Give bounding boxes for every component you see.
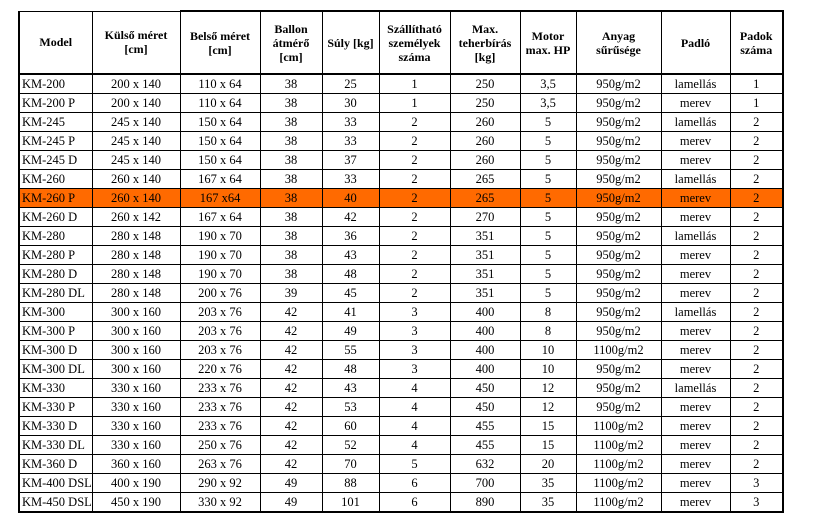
table-cell: 38 (260, 265, 322, 284)
table-cell: 3 (379, 303, 450, 322)
table-row (19, 284, 783, 303)
model-cell: KM-280 DL (19, 284, 92, 303)
table-cell: 330 x 160 (92, 417, 180, 436)
table-cell: 203 x 76 (180, 341, 260, 360)
table-cell: 110 x 64 (180, 94, 260, 113)
table-cell: 455 (450, 417, 520, 436)
table-row (19, 113, 783, 132)
table-cell: 110 x 64 (180, 74, 260, 94)
table-cell: 8 (520, 303, 576, 322)
table-cell: 2 (379, 151, 450, 170)
table-row (19, 436, 783, 455)
table-cell: 260 (450, 132, 520, 151)
table-cell: 233 x 76 (180, 398, 260, 417)
table-cell: 150 x 64 (180, 151, 260, 170)
table-cell: 265 (450, 170, 520, 189)
table-cell: 450 x 190 (92, 493, 180, 513)
table-cell: 190 x 70 (180, 227, 260, 246)
table-row (19, 74, 783, 94)
table-cell: 5 (520, 189, 576, 208)
model-cell: KM-280 P (19, 246, 92, 265)
table-cell: 4 (379, 379, 450, 398)
table-cell: 250 (450, 94, 520, 113)
table-cell: 101 (322, 493, 379, 513)
table-cell: 33 (322, 132, 379, 151)
table-cell: 220 x 76 (180, 360, 260, 379)
table-cell: 4 (379, 436, 450, 455)
table-cell: 52 (322, 436, 379, 455)
table-cell: 55 (322, 341, 379, 360)
table-cell: 30 (322, 94, 379, 113)
table-cell: 280 x 148 (92, 265, 180, 284)
model-cell: KM-200 (19, 74, 92, 94)
table-cell: 40 (322, 189, 379, 208)
table-cell: 42 (260, 379, 322, 398)
table-cell: 2 (379, 284, 450, 303)
table-cell: 5 (520, 132, 576, 151)
table-cell: 2 (730, 379, 783, 398)
table-cell: 260 x 140 (92, 189, 180, 208)
table-row (19, 303, 783, 322)
table-cell: lamellás (661, 379, 730, 398)
table-row (19, 341, 783, 360)
table-cell: 38 (260, 74, 322, 94)
table-cell: 400 (450, 360, 520, 379)
table-cell: 2 (730, 189, 783, 208)
table-cell: 1100g/m2 (576, 493, 661, 513)
table-cell: 950g/m2 (576, 151, 661, 170)
table-cell: 450 (450, 398, 520, 417)
table-cell: lamellás (661, 170, 730, 189)
table-cell: 950g/m2 (576, 398, 661, 417)
column-header: Szállítható személyek száma (379, 11, 450, 74)
table-cell: 2 (379, 246, 450, 265)
table-cell: 3,5 (520, 74, 576, 94)
table-cell: 150 x 64 (180, 113, 260, 132)
table-cell: 3 (379, 341, 450, 360)
table-cell: 260 (450, 151, 520, 170)
table-cell: 950g/m2 (576, 170, 661, 189)
table-cell: merev (661, 284, 730, 303)
table-cell: 12 (520, 379, 576, 398)
table-cell: 2 (379, 208, 450, 227)
table-cell: 167 x 64 (180, 170, 260, 189)
table-cell: 2 (730, 170, 783, 189)
model-cell: KM-300 P (19, 322, 92, 341)
table-cell: 351 (450, 284, 520, 303)
table-cell: 38 (260, 113, 322, 132)
table-cell: 3,5 (520, 94, 576, 113)
table-cell: 2 (379, 189, 450, 208)
table-cell: 950g/m2 (576, 246, 661, 265)
table-cell: 2 (730, 113, 783, 132)
table-cell: 45 (322, 284, 379, 303)
table-cell: 6 (379, 493, 450, 513)
table-cell: 950g/m2 (576, 208, 661, 227)
model-cell: KM-400 DSL (19, 474, 92, 493)
column-header: Külső méret [cm] (92, 11, 180, 74)
table-cell: 48 (322, 265, 379, 284)
model-cell: KM-360 D (19, 455, 92, 474)
table-cell: 330 x 160 (92, 398, 180, 417)
table-cell: 300 x 160 (92, 322, 180, 341)
table-cell: 1 (730, 94, 783, 113)
table-cell: merev (661, 151, 730, 170)
table-cell: 15 (520, 436, 576, 455)
table-cell: 5 (379, 455, 450, 474)
model-cell: KM-300 D (19, 341, 92, 360)
table-row (19, 132, 783, 151)
table-cell: 42 (260, 455, 322, 474)
table-cell: merev (661, 398, 730, 417)
model-cell: KM-330 P (19, 398, 92, 417)
table-cell: merev (661, 189, 730, 208)
table-cell: 950g/m2 (576, 265, 661, 284)
table-row (19, 360, 783, 379)
table-cell: 38 (260, 94, 322, 113)
table-cell: 3 (730, 474, 783, 493)
table-cell: 950g/m2 (576, 322, 661, 341)
spec-table-container (18, 10, 782, 513)
table-cell: 42 (260, 436, 322, 455)
table-cell: 60 (322, 417, 379, 436)
table-cell: 950g/m2 (576, 379, 661, 398)
model-cell: KM-300 (19, 303, 92, 322)
table-cell: 245 x 140 (92, 132, 180, 151)
table-cell: 2 (730, 322, 783, 341)
table-cell: 2 (730, 227, 783, 246)
table-cell: 33 (322, 113, 379, 132)
table-cell: merev (661, 341, 730, 360)
column-header: Model (19, 11, 92, 74)
table-cell: 49 (260, 474, 322, 493)
table-cell: 2 (379, 265, 450, 284)
table-cell: 1100g/m2 (576, 436, 661, 455)
column-header: Motor max. HP (520, 11, 576, 74)
model-cell: KM-200 P (19, 94, 92, 113)
table-cell: 250 (450, 74, 520, 94)
model-cell: KM-245 D (19, 151, 92, 170)
table-cell: 265 (450, 189, 520, 208)
table-cell: 400 x 190 (92, 474, 180, 493)
table-cell: 42 (260, 360, 322, 379)
table-cell: 88 (322, 474, 379, 493)
table-cell: 950g/m2 (576, 132, 661, 151)
table-cell: 49 (322, 322, 379, 341)
table-row (19, 379, 783, 398)
table-cell: 263 x 76 (180, 455, 260, 474)
table-cell: merev (661, 246, 730, 265)
table-cell: 42 (260, 303, 322, 322)
table-cell: 36 (322, 227, 379, 246)
table-cell: 190 x 70 (180, 265, 260, 284)
table-row (19, 455, 783, 474)
table-cell: 2 (730, 303, 783, 322)
table-cell: 2 (379, 132, 450, 151)
table-cell: merev (661, 265, 730, 284)
table-row (19, 227, 783, 246)
table-cell: 280 x 148 (92, 284, 180, 303)
table-cell: 351 (450, 227, 520, 246)
table-cell: 2 (730, 455, 783, 474)
table-cell: 1100g/m2 (576, 474, 661, 493)
table-cell: 950g/m2 (576, 284, 661, 303)
table-cell: merev (661, 493, 730, 513)
table-cell: merev (661, 208, 730, 227)
table-cell: 280 x 148 (92, 246, 180, 265)
table-cell: 300 x 160 (92, 341, 180, 360)
table-cell: 1100g/m2 (576, 341, 661, 360)
column-header: Belső méret [cm] (180, 11, 260, 74)
table-cell: 8 (520, 322, 576, 341)
table-cell: 1 (730, 74, 783, 94)
table-row-highlighted (19, 189, 783, 208)
table-cell: 42 (260, 398, 322, 417)
table-cell: 351 (450, 265, 520, 284)
table-cell: 38 (260, 227, 322, 246)
table-cell: 360 x 160 (92, 455, 180, 474)
table-cell: 3 (379, 360, 450, 379)
table-cell: 167 x 64 (180, 208, 260, 227)
table-cell: 2 (379, 170, 450, 189)
table-cell: 233 x 76 (180, 417, 260, 436)
table-cell: 42 (260, 341, 322, 360)
model-cell: KM-280 D (19, 265, 92, 284)
table-row (19, 208, 783, 227)
table-cell: merev (661, 436, 730, 455)
table-cell: 250 x 76 (180, 436, 260, 455)
table-cell: 330 x 92 (180, 493, 260, 513)
table-row (19, 151, 783, 170)
table-cell: 400 (450, 341, 520, 360)
table-row (19, 474, 783, 493)
table-cell: 203 x 76 (180, 322, 260, 341)
table-cell: 39 (260, 284, 322, 303)
column-header: Ballon átmérő [cm] (260, 11, 322, 74)
table-cell: 260 x 142 (92, 208, 180, 227)
table-cell: 33 (322, 170, 379, 189)
table-cell: merev (661, 417, 730, 436)
model-cell: KM-280 (19, 227, 92, 246)
table-cell: 260 x 140 (92, 170, 180, 189)
model-cell: KM-245 P (19, 132, 92, 151)
table-cell: 2 (730, 284, 783, 303)
column-header: Súly [kg] (322, 11, 379, 74)
table-cell: merev (661, 474, 730, 493)
table-cell: 25 (322, 74, 379, 94)
model-cell: KM-330 (19, 379, 92, 398)
table-row (19, 417, 783, 436)
column-header: Anyag sűrűsége (576, 11, 661, 74)
model-cell: KM-450 DSL (19, 493, 92, 513)
table-cell: 10 (520, 360, 576, 379)
table-cell: 5 (520, 246, 576, 265)
table-cell: 450 (450, 379, 520, 398)
table-cell: merev (661, 455, 730, 474)
table-cell: 950g/m2 (576, 303, 661, 322)
table-cell: 950g/m2 (576, 94, 661, 113)
table-cell: 300 x 160 (92, 360, 180, 379)
table-cell: 400 (450, 322, 520, 341)
table-cell: merev (661, 94, 730, 113)
table-cell: 150 x 64 (180, 132, 260, 151)
table-cell: 2 (379, 227, 450, 246)
table-cell: lamellás (661, 74, 730, 94)
table-cell: 2 (730, 151, 783, 170)
table-cell: 330 x 160 (92, 379, 180, 398)
table-cell: 5 (520, 151, 576, 170)
table-cell: 6 (379, 474, 450, 493)
table-cell: 37 (322, 151, 379, 170)
table-cell: 10 (520, 341, 576, 360)
table-cell: 5 (520, 227, 576, 246)
table-cell: 53 (322, 398, 379, 417)
table-row (19, 94, 783, 113)
table-cell: 200 x 140 (92, 94, 180, 113)
table-cell: 12 (520, 398, 576, 417)
column-header: Padló (661, 11, 730, 74)
table-cell: 2 (730, 246, 783, 265)
table-cell: 330 x 160 (92, 436, 180, 455)
model-cell: KM-300 DL (19, 360, 92, 379)
table-row (19, 265, 783, 284)
table-cell: 42 (260, 322, 322, 341)
table-cell: 4 (379, 398, 450, 417)
table-cell: 455 (450, 436, 520, 455)
table-cell: 70 (322, 455, 379, 474)
table-row (19, 170, 783, 189)
table-cell: 5 (520, 208, 576, 227)
table-cell: 38 (260, 132, 322, 151)
table-cell: 167 x64 (180, 189, 260, 208)
table-cell: 1100g/m2 (576, 417, 661, 436)
table-cell: 950g/m2 (576, 74, 661, 94)
table-cell: 950g/m2 (576, 113, 661, 132)
table-cell: 2 (730, 417, 783, 436)
table-cell: 48 (322, 360, 379, 379)
table-cell: 2 (730, 436, 783, 455)
table-cell: 700 (450, 474, 520, 493)
table-cell: 5 (520, 113, 576, 132)
table-cell: 260 (450, 113, 520, 132)
table-cell: 35 (520, 493, 576, 513)
table-cell: 4 (379, 417, 450, 436)
table-cell: 200 x 140 (92, 74, 180, 94)
table-cell: 950g/m2 (576, 227, 661, 246)
table-cell: 1 (379, 94, 450, 113)
model-cell: KM-260 D (19, 208, 92, 227)
model-cell: KM-260 (19, 170, 92, 189)
table-cell: 5 (520, 170, 576, 189)
table-cell: 2 (730, 208, 783, 227)
table-cell: 43 (322, 246, 379, 265)
table-cell: 300 x 160 (92, 303, 180, 322)
model-cell: KM-245 (19, 113, 92, 132)
table-cell: 5 (520, 284, 576, 303)
header-row (19, 11, 783, 74)
table-cell: 38 (260, 208, 322, 227)
table-cell: 3 (379, 322, 450, 341)
table-cell: 42 (260, 417, 322, 436)
table-cell: 1100g/m2 (576, 455, 661, 474)
table-cell: 41 (322, 303, 379, 322)
model-cell: KM-330 DL (19, 436, 92, 455)
table-cell: 49 (260, 493, 322, 513)
table-cell: 400 (450, 303, 520, 322)
table-cell: 38 (260, 151, 322, 170)
table-cell: 15 (520, 417, 576, 436)
table-cell: 38 (260, 246, 322, 265)
table-cell: lamellás (661, 227, 730, 246)
table-cell: 2 (379, 113, 450, 132)
table-cell: 3 (730, 493, 783, 513)
table-cell: 20 (520, 455, 576, 474)
table-cell: 2 (730, 132, 783, 151)
table-row (19, 493, 783, 513)
table-cell: 270 (450, 208, 520, 227)
table-row (19, 398, 783, 417)
table-cell: 351 (450, 246, 520, 265)
table-cell: 2 (730, 360, 783, 379)
table-cell: 38 (260, 189, 322, 208)
column-header: Padok száma (730, 11, 783, 74)
table-cell: 632 (450, 455, 520, 474)
table-cell: 200 x 76 (180, 284, 260, 303)
table-cell: 203 x 76 (180, 303, 260, 322)
table-cell: 190 x 70 (180, 246, 260, 265)
table-cell: 950g/m2 (576, 189, 661, 208)
table-cell: 245 x 140 (92, 113, 180, 132)
spec-table (18, 10, 784, 513)
table-row (19, 246, 783, 265)
table-cell: merev (661, 132, 730, 151)
table-cell: merev (661, 360, 730, 379)
table-body (19, 74, 783, 512)
table-cell: lamellás (661, 113, 730, 132)
table-cell: 233 x 76 (180, 379, 260, 398)
table-cell: 290 x 92 (180, 474, 260, 493)
table-cell: 5 (520, 265, 576, 284)
table-cell: merev (661, 322, 730, 341)
table-cell: 890 (450, 493, 520, 513)
table-cell: 43 (322, 379, 379, 398)
model-cell: KM-260 P (19, 189, 92, 208)
table-cell: 2 (730, 398, 783, 417)
table-cell: 38 (260, 170, 322, 189)
table-cell: 950g/m2 (576, 360, 661, 379)
table-row (19, 322, 783, 341)
model-cell: KM-330 D (19, 417, 92, 436)
table-cell: 280 x 148 (92, 227, 180, 246)
table-cell: 35 (520, 474, 576, 493)
table-cell: lamellás (661, 303, 730, 322)
table-cell: 2 (730, 341, 783, 360)
table-cell: 1 (379, 74, 450, 94)
column-header: Max. teherbírás [kg] (450, 11, 520, 74)
table-cell: 245 x 140 (92, 151, 180, 170)
table-cell: 2 (730, 265, 783, 284)
table-cell: 42 (322, 208, 379, 227)
